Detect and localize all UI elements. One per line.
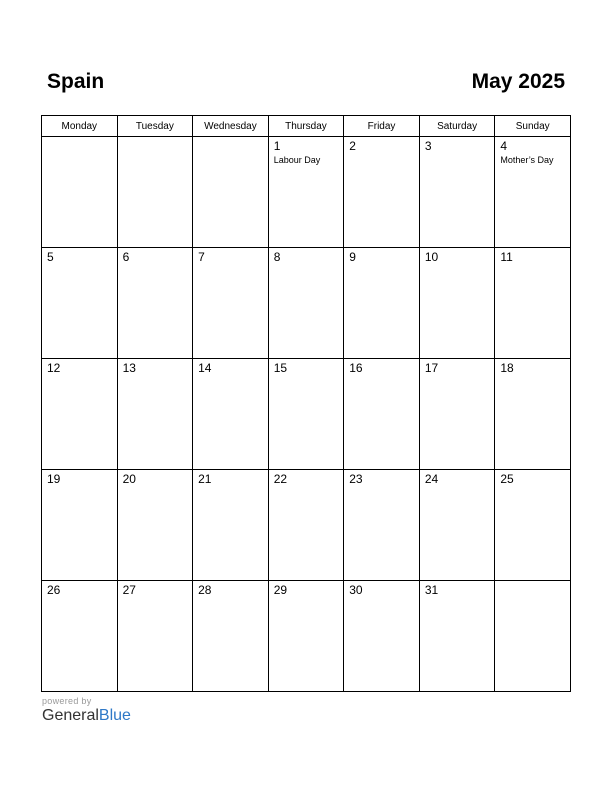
weekday-saturday: Saturday — [419, 116, 495, 137]
day-cell — [42, 470, 118, 581]
day-cell — [495, 248, 571, 359]
calendar-grid — [41, 115, 571, 692]
day-cell — [42, 248, 118, 359]
day-cell — [268, 470, 344, 581]
day-cell — [344, 137, 420, 248]
day-number: 19 — [47, 472, 61, 486]
day-cell — [344, 248, 420, 359]
day-number: 7 — [198, 250, 205, 264]
day-cell — [419, 359, 495, 470]
day-number: 11 — [500, 250, 513, 264]
day-number: 16 — [349, 361, 363, 375]
logo-general-text: General — [42, 707, 99, 724]
week-row — [42, 581, 571, 692]
day-cell — [193, 248, 269, 359]
weekday-thursday: Thursday — [268, 116, 344, 137]
day-cell — [419, 470, 495, 581]
day-number: 3 — [424, 139, 432, 153]
day-cell — [495, 470, 571, 581]
weekday-sunday: Sunday — [495, 116, 571, 137]
day-number: 10 — [424, 250, 439, 264]
calendar-header — [47, 70, 565, 100]
week-row — [42, 359, 571, 470]
day-number: 29 — [273, 583, 288, 597]
day-cell — [193, 359, 269, 470]
day-cell — [268, 581, 344, 692]
day-cell — [268, 137, 344, 248]
day-cell — [117, 137, 193, 248]
day-number: 8 — [273, 250, 281, 264]
day-cell — [268, 359, 344, 470]
day-number: 5 — [47, 250, 54, 264]
day-cell — [117, 470, 193, 581]
day-number: 26 — [47, 583, 61, 597]
day-cell — [42, 581, 118, 692]
day-number: 12 — [47, 361, 61, 375]
day-number: 18 — [500, 361, 514, 375]
day-number: 17 — [424, 361, 439, 375]
day-cell — [193, 470, 269, 581]
month-year-title: May 2025 — [471, 70, 565, 93]
day-cell — [495, 137, 571, 248]
day-cell — [419, 137, 495, 248]
day-number: 2 — [349, 139, 356, 153]
weekday-monday: Monday — [42, 116, 118, 137]
day-cell — [419, 248, 495, 359]
day-cell — [117, 359, 193, 470]
weekday-friday: Friday — [344, 116, 420, 137]
day-cell — [42, 359, 118, 470]
holiday-label: Mother’s Day — [500, 155, 554, 165]
week-row — [42, 248, 571, 359]
day-number: 9 — [349, 250, 356, 264]
week-row — [42, 470, 571, 581]
day-number: 25 — [500, 472, 514, 486]
weekday-tuesday: Tuesday — [117, 116, 193, 137]
day-number: 28 — [198, 583, 212, 597]
country-title: Spain — [47, 70, 105, 93]
day-number: 21 — [198, 472, 212, 486]
week-row — [42, 137, 571, 248]
day-cell — [117, 581, 193, 692]
day-number: 14 — [198, 361, 212, 375]
generalblue-logo — [42, 707, 131, 725]
day-number: 23 — [349, 472, 363, 486]
day-cell — [193, 137, 269, 248]
day-cell — [193, 581, 269, 692]
day-number: 15 — [273, 361, 288, 375]
day-cell — [419, 581, 495, 692]
weekday-header-row — [42, 116, 571, 137]
day-number: 13 — [122, 361, 136, 375]
day-cell — [268, 248, 344, 359]
day-cell — [344, 470, 420, 581]
day-cell — [495, 581, 571, 692]
day-number: 20 — [122, 472, 136, 486]
day-number: 27 — [122, 583, 136, 597]
day-number: 6 — [122, 250, 130, 264]
day-number: 31 — [424, 583, 439, 597]
day-cell — [495, 359, 571, 470]
day-number: 30 — [349, 583, 363, 597]
logo-blue-text: Blue — [98, 707, 131, 724]
weekday-wednesday: Wednesday — [193, 116, 269, 137]
holiday-label: Labour Day — [273, 155, 321, 165]
generalblue-branding — [42, 696, 131, 725]
day-number: 24 — [424, 472, 439, 486]
day-cell — [344, 359, 420, 470]
day-number: 22 — [273, 472, 288, 486]
day-number: 4 — [500, 139, 508, 153]
day-cell — [344, 581, 420, 692]
powered-by-text: powered by — [42, 696, 92, 706]
day-cell — [42, 137, 118, 248]
day-cell — [117, 248, 193, 359]
day-number: 1 — [273, 139, 281, 153]
